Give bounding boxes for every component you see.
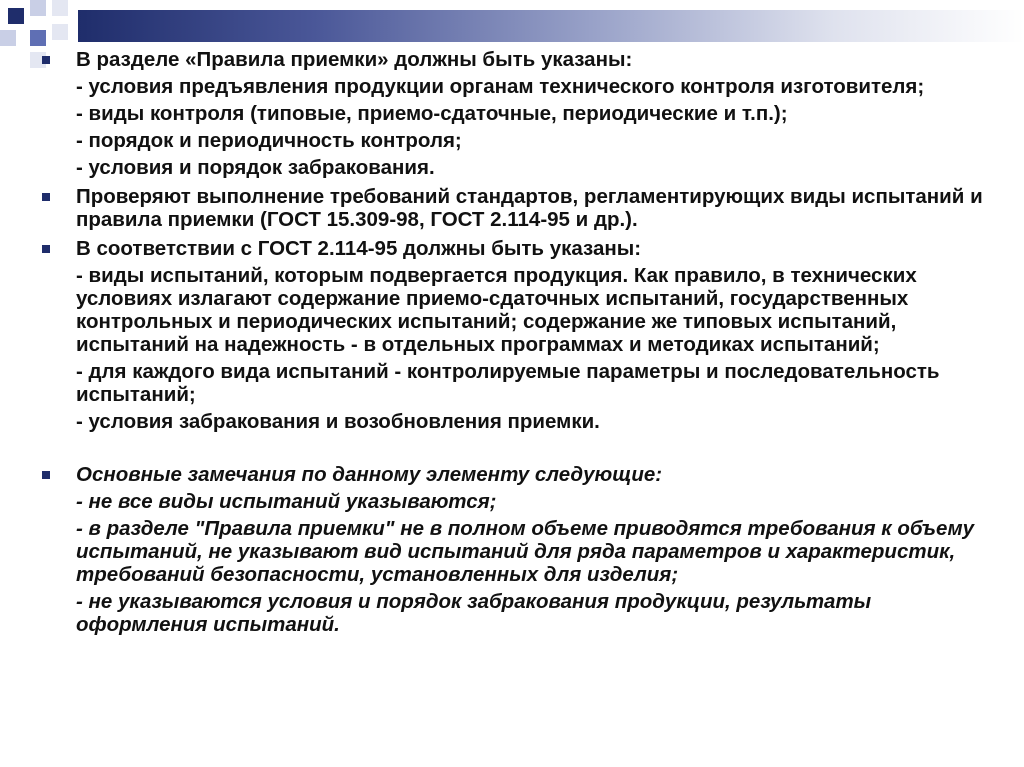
bullet-item [38,48,998,71]
decor-square [0,30,16,46]
square-bullet-icon [42,245,50,253]
sub-item [38,490,998,513]
sub-item-text: - не все виды испытаний указываются; [76,490,497,513]
bullet-text: В разделе «Правила приемки» должны быть указаны: [76,48,633,71]
sub-item-text: - порядок и периодичность контроля; [76,129,462,152]
bullet-item [38,237,998,260]
decor-square [52,24,68,40]
decor-square [30,0,46,16]
bullet-text: В соответствии с ГОСТ 2.114-95 должны быть указаны: [76,237,642,260]
bullet-item [38,463,998,486]
sub-item [38,410,998,433]
square-bullet-icon [42,471,50,479]
slide-body [38,48,998,636]
sub-item-text: - условия забракования и возобновления приемки. [76,410,600,433]
sub-item-text: - в разделе "Правила приемки" не в полном объеме приводятся требования к объему испытаний, не указывают вид испытаний для ряда параметров и характеристик, требований безопасности, установленных для изделия; [76,517,975,586]
square-bullet-icon [42,193,50,201]
sub-item [38,102,998,125]
bullet-text: Проверяют выполнение требований стандартов, регламентирующих виды испытаний и правила приемки (ГОСТ 15.309-98, ГОСТ 2.114-95 и др.). [76,185,983,231]
header-gradient-bar [78,10,1024,42]
sub-item [38,264,998,356]
decor-square [8,8,24,24]
sub-item-text: - условия и порядок забракования. [76,156,435,179]
sub-item [38,517,998,586]
sub-item [38,360,998,406]
sub-item-text: - условия предъявления продукции органам технического контроля изготовителя; [76,75,925,98]
sub-item-text: - виды контроля (типовые, приемо-сдаточные, периодические и т.п.); [76,102,788,125]
decor-square [30,30,46,46]
sub-item-text: - не указываются условия и порядок забракования продукции, результаты оформления испытаний. [76,590,872,636]
bullet-text: Основные замечания по данному элементу следующие: [76,463,663,486]
sub-item [38,129,998,152]
decor-square [52,0,68,16]
square-bullet-icon [42,56,50,64]
sub-item-text: - для каждого вида испытаний - контролируемые параметры и последовательность испытаний; [76,360,940,406]
sub-item [38,156,998,179]
bullet-item [38,185,998,231]
sub-item [38,590,998,636]
sub-item-text: - виды испытаний, которым подвергается продукция. Как правило, в технических условиях излагают содержание приемо-сдаточных испытаний, государственных контрольных и периодических испытаний; содержание же типовых испытаний, испытаний на надежность - в отдельных программах и методиках испытаний; [76,264,917,356]
sub-item [38,75,998,98]
